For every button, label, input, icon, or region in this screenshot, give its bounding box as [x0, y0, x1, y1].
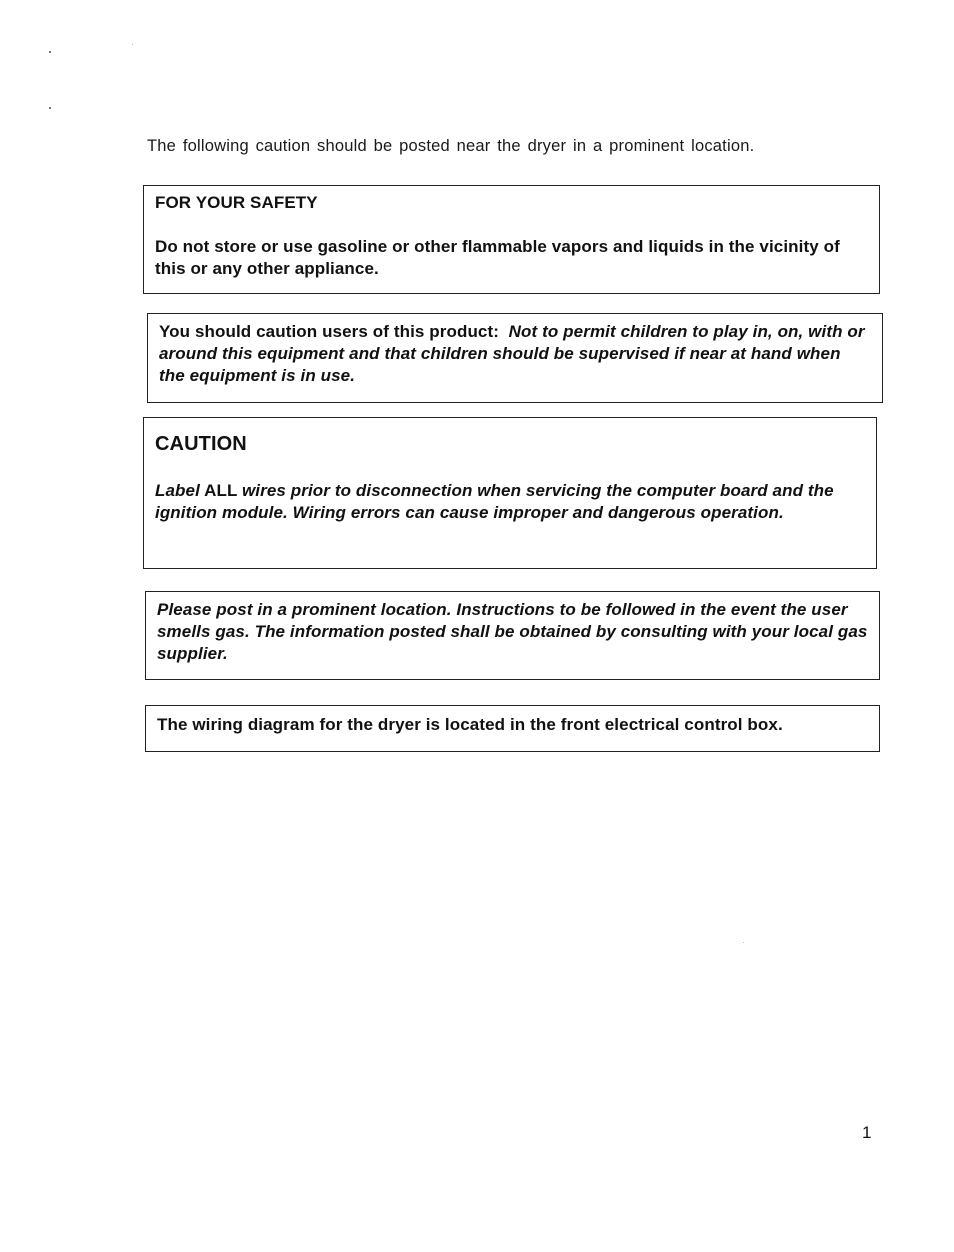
scan-speck [49, 51, 51, 53]
page-number: 1 [862, 1123, 872, 1142]
children-lead: You should caution users of this product: [159, 322, 500, 341]
caution-label-word: Label [155, 481, 200, 500]
scan-speck [743, 942, 744, 943]
caution-all-word: ALL [204, 481, 238, 500]
gas-notice-body: Please post in a prominent location. Instructions to be followed in the event the user smells gas. The information posted shall be obtained by consulting with your local gas supplier. [157, 600, 868, 663]
wiring-diagram-box [145, 705, 880, 752]
children-caution-box [147, 313, 883, 403]
wiring-diagram-body: The wiring diagram for the dryer is located in the front electrical control box. [157, 715, 783, 734]
caution-heading: CAUTION [155, 433, 247, 455]
caution-body: wires prior to disconnection when servicing the computer board and the ignition module. Wiring errors can cause improper and dangerous operation. [155, 481, 834, 522]
intro-text: The following caution should be posted near the dryer in a prominent location. [147, 137, 755, 155]
scan-speck [49, 107, 51, 109]
gas-notice-box [145, 591, 880, 680]
scan-speck [132, 44, 133, 45]
safety-box [143, 185, 880, 294]
safety-heading: FOR YOUR SAFETY [155, 193, 318, 212]
safety-body: Do not store or use gasoline or other flammable vapors and liquids in the vicinity of this or any other appliance. [155, 237, 840, 278]
caution-box [143, 417, 877, 569]
children-body: Not to permit children to play in, on, with or around this equipment and that children should be supervised if near at hand when the equipment is in use. [159, 322, 865, 385]
